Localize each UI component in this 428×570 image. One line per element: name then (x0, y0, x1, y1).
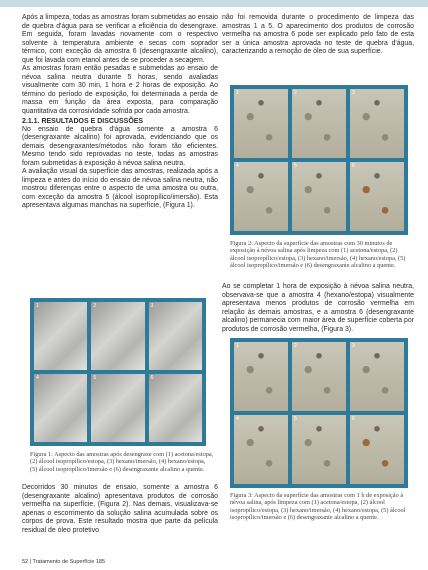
sample-photo (234, 162, 288, 231)
sample-photo (91, 374, 144, 442)
sample-number: 2 (93, 303, 97, 309)
figure-1-caption: Figura 1: Aspecto das amostras após desengraxe com (1) acetona/estopa, (2) álcool isopropílico/estopa, (3) hexano/imersão, (4) hexano/estopa, (5) álcool isopropílico/imersão e (6) desengraxante alcalino a quente. (30, 451, 214, 473)
figure-1 (30, 298, 206, 446)
sample-photo (149, 374, 202, 442)
sample-number: 3 (352, 90, 355, 96)
figure-3-caption: Figura 3: Aspecto da superfície das amostras com 1 h de exposição à névoa salina, após limpeza com (1) acetona/estopa, (2) álcool isopropílico/estopa, (3) hexano/imersão, (4) hexano/estopa, (5) álcool isopropílico/imersão e (6) desengraxante alcalino a quente. (230, 492, 406, 521)
sample-photo (350, 342, 404, 411)
sample-number: 3 (352, 343, 355, 349)
sample-photo (292, 162, 346, 231)
paragraph: As amostras foram então pesadas e submetidas ao ensaio de névoa salina neutra durante 5 horas, sendo avaliadas visualmente com 30 min, 1 hora e 2 horas de exposição. Ao término do período de exposição, foi determinada a perda de massa em função da área exposta, para comparação quantitativa da corrosividade sofrida por cada amostra. (22, 65, 218, 116)
sample-number: 1 (236, 90, 239, 96)
paragraph: não foi removida durante o procedimento de limpeza das amostras 1 a 5. O aparecimento dos produtos de corrosão vermelha na amostra 6 pode ser explicado pelo fato de esta ser a única amostra aprovada no teste de quebra d'água, caracterizando a remoção de óleo de sua superfície. (222, 14, 414, 56)
page-footer: 52 | Tratamento de Superfície 185 (22, 559, 106, 565)
sample-number: 4 (236, 416, 239, 422)
right-column (222, 14, 414, 57)
paragraph: No ensaio de quebra d'água somente a amostra 6 (desengraxante alcalino) foi aprovada, evidenciando que os demais desengraxantes/métodos não foram tão eficientes. Mesmo tendo sido reprovadas no teste, todas as amostras foram submetidas à exposição à névoa salina neutra. (22, 125, 218, 167)
paragraph: Decorridos 30 minutos de ensaio, somente a amostra 6 (desengraxante alcalino) apresentava produtos de corrosão vermelha na superfície, (Figura 2). Nas demais, visualizava-se apenas o escorrimento da solução salina acumulada sobre os corpos de prova. Este resultado mostra que parte da película residual de óleo protetivo (22, 484, 218, 534)
sample-number: 3 (150, 303, 154, 309)
sample-number: 2 (294, 343, 297, 349)
sample-number: 2 (294, 90, 297, 96)
sample-number: 6 (352, 163, 355, 169)
sample-number: 5 (93, 375, 97, 381)
figure-2-caption: Figura 2: Aspecto da superfície das amostras com 30 minutos de exposição à névoa salina após limpeza com (1) acetona/estopa, (2) álcool isopropílico/estopa, (3) hexano/imersão, (4) hexano/estopa, (5) álcool isopropílico/imersão e (6) desengraxante alcalino a quente. (230, 240, 406, 269)
sample-photo (350, 415, 404, 484)
sample-photo (234, 89, 288, 158)
sample-photo (234, 415, 288, 484)
paragraph: A avaliação visual da superfície das amostras, realizada após a limpeza e antes do início do ensaio de névoa salina neutra, não mostrou diferenças entre o aspecto de uma amostra ou outra, com exceção da amostra 5 (álcool isopropílico/imersão). Esta apresentava algumas manchas na superfície, (Figura 1). (22, 168, 218, 210)
section-heading: 2.1.1. RESULTADOS E DISCUSSÕES (22, 117, 144, 125)
paragraph: Após a limpeza, todas as amostras foram submetidas ao ensaio de quebra d'água para se verificar a eficiência do desengraxe. Em seguida, foram lavadas novamente com o respectivo solvente à temperatura ambiente e secas com soprador térmico, com exceção da amostra 6 (desengraxante alcalino), que foi lavada com etanol antes de se proceder a secagem. (22, 14, 218, 64)
sample-number: 4 (36, 375, 39, 381)
figure-2 (230, 85, 408, 235)
sample-number: 1 (236, 343, 239, 349)
sample-photo (350, 162, 404, 231)
sample-number: 1 (36, 303, 39, 309)
sample-photo (350, 89, 404, 158)
sample-photo (292, 89, 346, 158)
header-band (0, 0, 428, 7)
sample-photo (34, 374, 87, 442)
sample-number: 6 (150, 375, 154, 381)
left-column (22, 14, 218, 211)
sample-number: 6 (352, 416, 355, 422)
sample-photo (292, 415, 346, 484)
sample-number: 5 (294, 416, 297, 422)
sample-photo (91, 302, 144, 370)
sample-photo (292, 342, 346, 411)
sample-photo (234, 342, 288, 411)
paragraph: Ao se completar 1 hora de exposição à névoa salina neutra, observava-se que a amostra 4 (hexano/estopa) visualmente apresentava menos produtos de corrosão vermelha em relação às demais amostras, e a amostra 6 (desengraxante alcalino) permanecia com maior área de superfície coberta por produtos de corrosão vermelha, (Figura 3). (222, 283, 414, 333)
sample-photo (149, 302, 202, 370)
sample-photo (34, 302, 87, 370)
sample-number: 4 (236, 163, 239, 169)
sample-number: 5 (294, 163, 297, 169)
figure-3 (230, 338, 408, 488)
